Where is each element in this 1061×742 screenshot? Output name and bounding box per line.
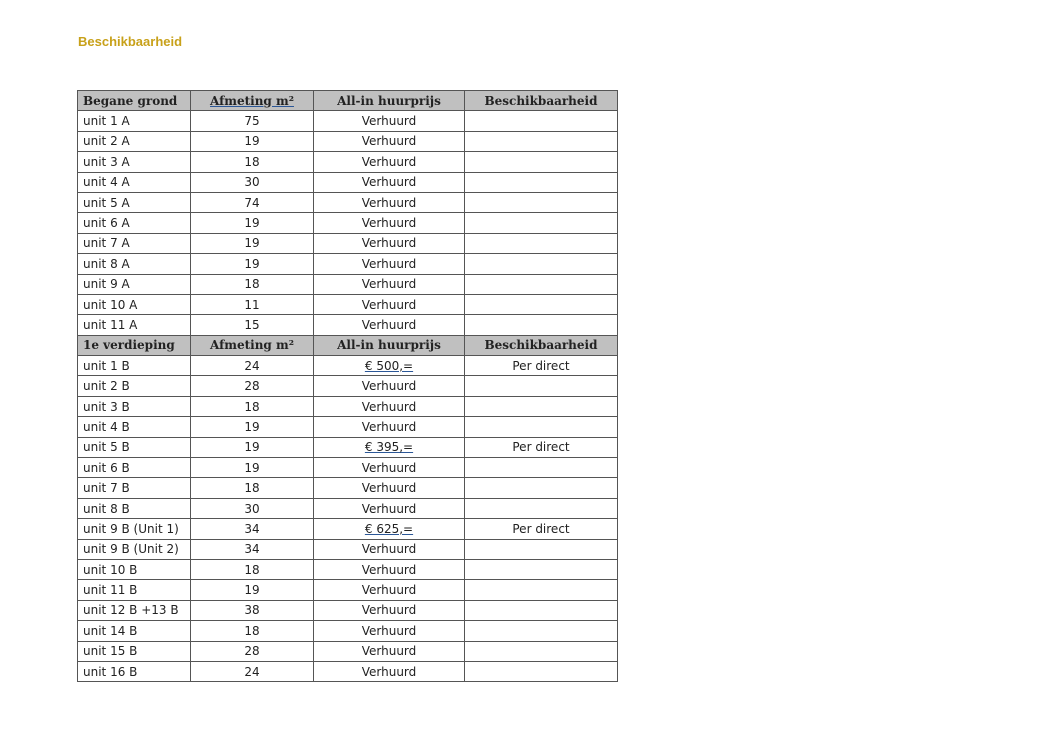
cell-availability (465, 376, 618, 396)
cell-size: 19 (191, 437, 314, 457)
cell-price: Verhuurd (314, 641, 465, 661)
table-row (78, 498, 618, 518)
cell-unit: unit 7 A (78, 233, 191, 253)
cell-size: 18 (191, 478, 314, 498)
cell-size: 11 (191, 294, 314, 314)
cell-price: Verhuurd (314, 111, 465, 131)
cell-unit: unit 8 A (78, 254, 191, 274)
cell-price: Verhuurd (314, 498, 465, 518)
cell-availability (465, 396, 618, 416)
cell-unit: unit 9 A (78, 274, 191, 294)
table-row (78, 294, 618, 314)
cell-size: 30 (191, 172, 314, 192)
cell-availability: Per direct (465, 356, 618, 376)
cell-size: 18 (191, 152, 314, 172)
cell-price: Verhuurd (314, 274, 465, 294)
cell-availability (465, 498, 618, 518)
cell-availability (465, 274, 618, 294)
cell-size: 18 (191, 559, 314, 579)
table-row (78, 274, 618, 294)
cell-size: 19 (191, 233, 314, 253)
cell-availability (465, 661, 618, 681)
table-row (78, 111, 618, 131)
header-price: All-in huurprijs (314, 335, 465, 355)
cell-unit: unit 4 A (78, 172, 191, 192)
header-size: Afmeting m² (191, 335, 314, 355)
cell-price: Verhuurd (314, 661, 465, 681)
cell-price: Verhuurd (314, 315, 465, 335)
cell-price: Verhuurd (314, 478, 465, 498)
table-row (78, 131, 618, 151)
cell-size: 28 (191, 641, 314, 661)
cell-price: € 395,= (314, 437, 465, 457)
cell-price: Verhuurd (314, 580, 465, 600)
cell-price: Verhuurd (314, 539, 465, 559)
cell-size: 34 (191, 519, 314, 539)
cell-size: 19 (191, 580, 314, 600)
cell-availability (465, 600, 618, 620)
cell-price: Verhuurd (314, 294, 465, 314)
cell-size: 24 (191, 661, 314, 681)
cell-price: Verhuurd (314, 396, 465, 416)
cell-price: Verhuurd (314, 376, 465, 396)
table-row (78, 254, 618, 274)
cell-size: 19 (191, 458, 314, 478)
cell-size: 30 (191, 498, 314, 518)
cell-unit: unit 6 A (78, 213, 191, 233)
cell-size: 38 (191, 600, 314, 620)
cell-availability (465, 621, 618, 641)
cell-price: Verhuurd (314, 152, 465, 172)
table-row (78, 519, 618, 539)
cell-availability (465, 478, 618, 498)
table-row (78, 376, 618, 396)
cell-unit: unit 11 B (78, 580, 191, 600)
table-row (78, 315, 618, 335)
cell-size: 34 (191, 539, 314, 559)
cell-price: Verhuurd (314, 172, 465, 192)
cell-unit: unit 3 A (78, 152, 191, 172)
cell-unit: unit 2 A (78, 131, 191, 151)
cell-availability (465, 315, 618, 335)
cell-availability (465, 172, 618, 192)
cell-size: 18 (191, 274, 314, 294)
cell-unit: unit 10 B (78, 559, 191, 579)
cell-availability (465, 294, 618, 314)
cell-size: 19 (191, 417, 314, 437)
cell-availability (465, 539, 618, 559)
cell-unit: unit 1 B (78, 356, 191, 376)
table-row (78, 661, 618, 681)
cell-availability: Per direct (465, 437, 618, 457)
cell-unit: unit 12 B +13 B (78, 600, 191, 620)
table-row (78, 559, 618, 579)
cell-availability (465, 641, 618, 661)
cell-unit: unit 9 B (Unit 2) (78, 539, 191, 559)
cell-unit: unit 10 A (78, 294, 191, 314)
table-row (78, 437, 618, 457)
cell-price: Verhuurd (314, 417, 465, 437)
cell-size: 24 (191, 356, 314, 376)
cell-unit: unit 2 B (78, 376, 191, 396)
cell-unit: unit 3 B (78, 396, 191, 416)
cell-price: Verhuurd (314, 131, 465, 151)
cell-price: Verhuurd (314, 621, 465, 641)
cell-availability (465, 131, 618, 151)
table-row (78, 641, 618, 661)
cell-availability (465, 111, 618, 131)
table-row (78, 192, 618, 212)
cell-price: Verhuurd (314, 213, 465, 233)
header-unit: Begane grond (78, 91, 191, 111)
availability-table-body (78, 91, 618, 682)
cell-size: 28 (191, 376, 314, 396)
cell-price: Verhuurd (314, 254, 465, 274)
section-header-row (78, 335, 618, 355)
page-title: Beschikbaarheid (78, 34, 183, 49)
cell-price: Verhuurd (314, 559, 465, 579)
cell-availability (465, 152, 618, 172)
cell-availability (465, 254, 618, 274)
cell-unit: unit 5 B (78, 437, 191, 457)
cell-size: 19 (191, 254, 314, 274)
cell-unit: unit 7 B (78, 478, 191, 498)
cell-unit: unit 15 B (78, 641, 191, 661)
cell-unit: unit 5 A (78, 192, 191, 212)
cell-price: € 500,= (314, 356, 465, 376)
table-row (78, 172, 618, 192)
cell-unit: unit 9 B (Unit 1) (78, 519, 191, 539)
cell-size: 75 (191, 111, 314, 131)
table-row (78, 233, 618, 253)
cell-availability (465, 417, 618, 437)
cell-size: 19 (191, 213, 314, 233)
header-size: Afmeting m² (191, 91, 314, 111)
table-row (78, 396, 618, 416)
header-availability: Beschikbaarheid (465, 335, 618, 355)
cell-unit: unit 6 B (78, 458, 191, 478)
table-row (78, 152, 618, 172)
cell-availability: Per direct (465, 519, 618, 539)
header-unit: 1e verdieping (78, 335, 191, 355)
table-row (78, 213, 618, 233)
cell-unit: unit 14 B (78, 621, 191, 641)
table-row (78, 580, 618, 600)
cell-price: Verhuurd (314, 458, 465, 478)
table-row (78, 458, 618, 478)
cell-unit: unit 4 B (78, 417, 191, 437)
header-availability: Beschikbaarheid (465, 91, 618, 111)
cell-unit: unit 1 A (78, 111, 191, 131)
cell-availability (465, 213, 618, 233)
cell-price: Verhuurd (314, 233, 465, 253)
cell-size: 19 (191, 131, 314, 151)
cell-availability (465, 580, 618, 600)
table-row (78, 600, 618, 620)
cell-size: 18 (191, 396, 314, 416)
table-row (78, 356, 618, 376)
table-row (78, 621, 618, 641)
section-header-row (78, 91, 618, 111)
cell-unit: unit 8 B (78, 498, 191, 518)
cell-price: € 625,= (314, 519, 465, 539)
header-price: All-in huurprijs (314, 91, 465, 111)
cell-size: 18 (191, 621, 314, 641)
table-row (78, 417, 618, 437)
table-row (78, 539, 618, 559)
cell-availability (465, 458, 618, 478)
cell-size: 74 (191, 192, 314, 212)
cell-price: Verhuurd (314, 192, 465, 212)
cell-availability (465, 559, 618, 579)
cell-unit: unit 16 B (78, 661, 191, 681)
availability-table (77, 90, 618, 682)
cell-price: Verhuurd (314, 600, 465, 620)
cell-size: 15 (191, 315, 314, 335)
cell-availability (465, 233, 618, 253)
cell-unit: unit 11 A (78, 315, 191, 335)
table-row (78, 478, 618, 498)
cell-availability (465, 192, 618, 212)
